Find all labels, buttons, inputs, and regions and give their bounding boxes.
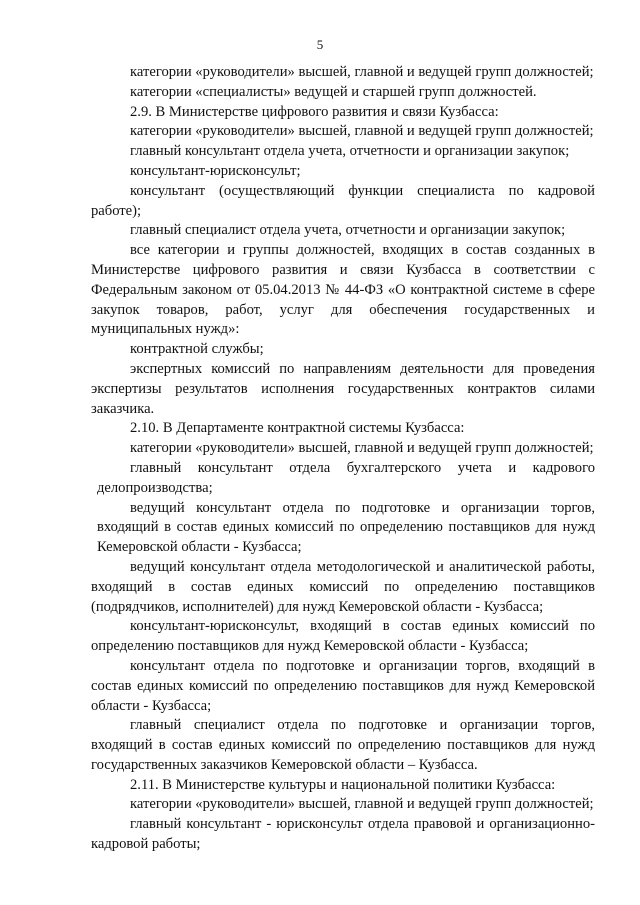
paragraph: главный консультант - юрисконсульт отдела правовой и организационно-кадровой работы; <box>91 816 595 853</box>
section-heading: 2.11. В Министерстве культуры и национальной политики Кузбасса: <box>130 776 556 793</box>
paragraph: ведущий консультант отдела методологической и аналитической работы, входящий в состав единых комиссий по определению поставщиков (подрядчиков, исполнителей) для нужд Кемеровской области - Кузбасса; <box>91 558 595 615</box>
paragraph: категории «руководители» высшей, главной и ведущей групп должностей; <box>130 440 594 457</box>
paragraph: контрактной службы; <box>130 341 264 358</box>
paragraph: категории «руководители» высшей, главной и ведущей групп должностей; <box>130 64 594 80</box>
paragraph: консультант (осуществляющий функции специалиста по кадровой работе); <box>91 182 595 219</box>
paragraph: категории «специалисты» ведущей и старшей групп должностей. <box>130 83 537 100</box>
document-body <box>91 63 595 855</box>
paragraph: главный специалист отдела по подготовке и организации торгов, входящий в состав единых комиссий по определению поставщиков для нужд государственных заказчиков Кемеровской области – Кузбасса. <box>91 717 595 773</box>
paragraph: главный консультант отдела бухгалтерского учета и кадрового делопроизводства; <box>97 459 595 496</box>
section-heading: 2.10. В Департаменте контрактной системы Кузбасса: <box>130 420 465 437</box>
paragraph: категории «руководители» высшей, главной и ведущей групп должностей; <box>130 796 594 813</box>
paragraph: экспертных комиссий по направлениям деятельности для проведения экспертизы результатов исполнения государственных контрактов силами заказчика. <box>91 360 595 417</box>
section-heading: 2.9. В Министерстве цифрового развития и связи Кузбасса: <box>130 103 499 120</box>
page-number: 5 <box>316 37 324 52</box>
paragraph: главный консультант отдела учета, отчетности и организации закупок; <box>130 143 570 160</box>
paragraph: консультант-юрисконсульт; <box>130 162 301 179</box>
paragraph: категории «руководители» высшей, главной и ведущей групп должностей; <box>130 123 594 140</box>
paragraph: все категории и группы должностей, входящих в состав созданных в Министерстве цифрового развития и связи Кузбасса в соответствии с Федеральным законом от 05.04.2013 № 44-ФЗ «О контрактной системе в сфере закупок товаров, работ, услуг для обеспечения государственных и муниципальных нужд»: <box>91 242 595 338</box>
paragraph: ведущий консультант отдела по подготовке и организации торгов, входящий в состав единых комиссий по определению поставщиков для нужд Кемеровской области - Кузбасса; <box>97 499 595 556</box>
paragraph: главный специалист отдела учета, отчетности и организации закупок; <box>130 222 566 239</box>
paragraph: консультант-юрисконсульт, входящий в состав единых комиссий по определению поставщиков для нужд Кемеровской области - Кузбасса; <box>91 618 595 655</box>
paragraph: консультант отдела по подготовке и организации торгов, входящий в состав единых комиссий по определению поставщиков для нужд Кемеровской области - Кузбасса; <box>91 657 595 714</box>
